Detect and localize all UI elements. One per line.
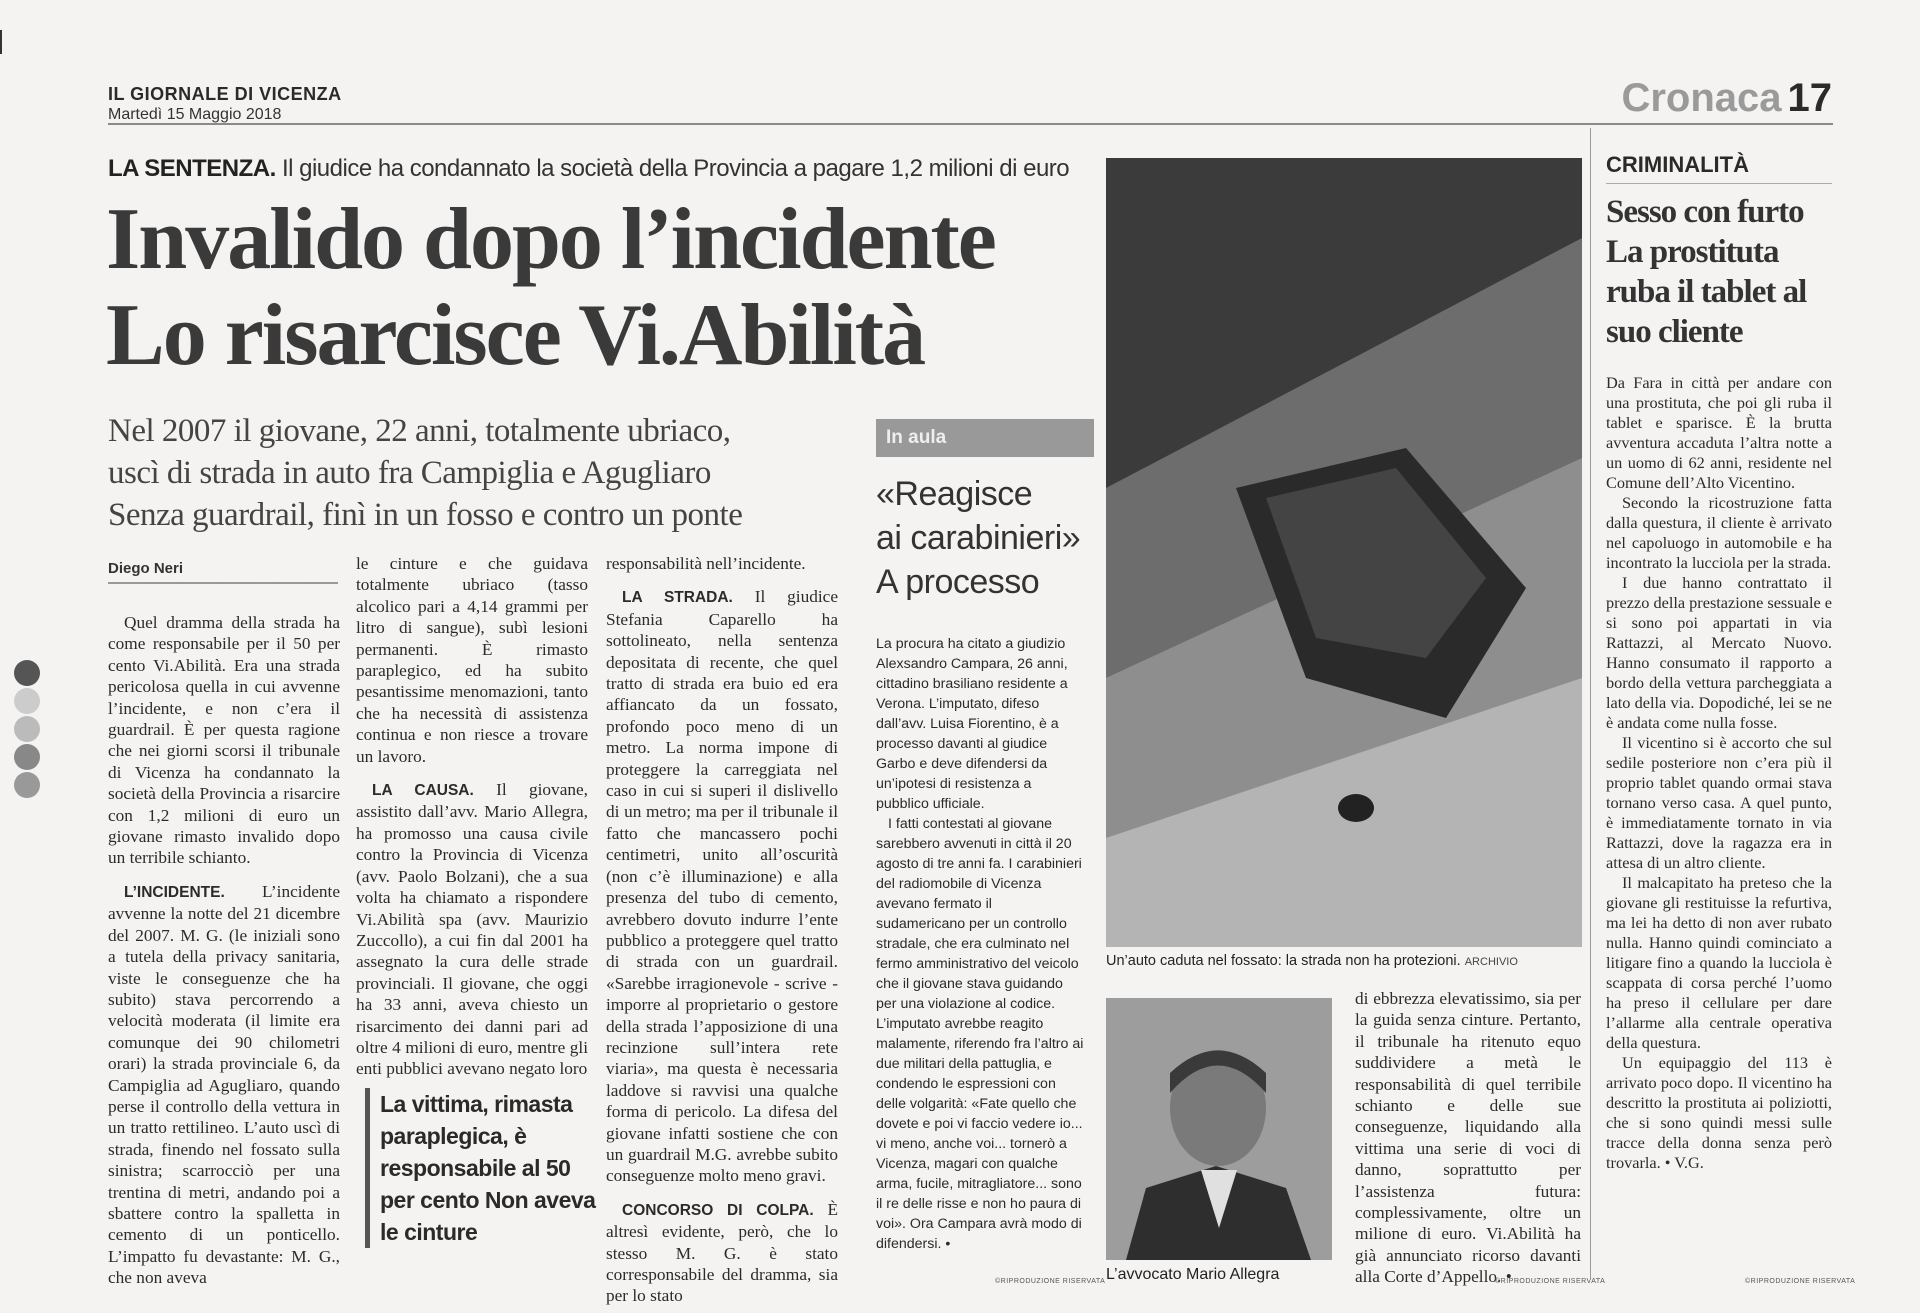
issue-date: Martedì 15 Maggio 2018 (108, 106, 282, 123)
paragraph: Secondo la ricostruzione fatta dalla questura, il cliente è arrivato nel capoluogo in automobile e ha incontrato la lucciola per la strada. (1606, 493, 1832, 572)
article-column-2 (356, 553, 588, 1080)
header-rule (108, 123, 1833, 125)
paragraph: Il malcapitato ha preteso che la giovane gli restituisse la refurtiva, ma lei ha detto di non aver rubato nulla. Hanno quindi cominciato a litigare fino a quando la lucciola è scappata di corsa perché l’uomo ha preso il cellulare per dare l’allarme alla centrale operativa della questura. (1606, 873, 1832, 1052)
side-article-body (1606, 373, 1832, 1173)
color-registration-dots (14, 660, 40, 800)
paragraph: Il vicentino si è accorto che sul sedile posteriore non c’era più il proprio tablet quando ormai stava tornano verso casa. A quel punto, è immediatamente tornato in via Rattazzi, dove la ragazza era in attesa di un altro cliente. (1606, 733, 1832, 872)
box-headline (876, 472, 1080, 604)
paragraph: Un equipaggio del 113 è arrivato poco dopo. Il vicentino ha descritto la prostituta ai poliziotti, che si sono quindi messi sulle tracce della donna senza però trovarla. • V.G. (1606, 1053, 1832, 1172)
paragraph: LA STRADA. Il giudice Stefania Caparello ha sottolineato, nella sentenza depositata di recente, che quel tratto di strada era buio ed era affiancato da un fossato, profondo poco meno di un metro. La norma impone di proteggere la carreggiata nel caso in cui si superi il dislivello di un metro; ma per il tribunale il fatto che mancassero pochi centimetri, unito all’oscurità (non c’è illuminazione) e alla presenza del tubo di cemento, avrebbero dovuto indurre l’ente pubblico a proteggere quel tratto di strada con un guardrail. «Sarebbe irragionevole - scrive - imporre al proprietario o gestore della strada l’apposizione di una recinzione sull’intera rete viaria», ma questa è necessaria laddove si ravvisi una qualche forma di pericolo. La difesa del giovane infatti sostiene che con un guardrail M.G. avrebbe subito conseguenze molto meno gravi. (606, 587, 838, 1186)
box-headline-line: A processo (876, 563, 1040, 601)
article-column-4 (1355, 988, 1581, 1288)
side-article-headline: Sesso con furto La prostituta ruba il tablet al suo cliente (1606, 194, 1807, 350)
registration-dot (14, 716, 40, 742)
box-headline-line: «Reagisce (876, 475, 1033, 513)
article-kicker (108, 155, 1069, 183)
subhead: LA STRADA. (622, 589, 733, 607)
page-number: 17 (1787, 76, 1832, 120)
side-kicker-rule (1606, 183, 1832, 184)
lawyer-portrait-photo (1106, 998, 1332, 1260)
registration-dot (14, 772, 40, 798)
box-text (876, 634, 1084, 1254)
kicker-label: LA SENTENZA. (108, 155, 276, 182)
car-in-ditch-illustration (1106, 158, 1582, 947)
paragraph: di ebbrezza elevatissimo, sia per la guida senza cinture. Pertanto, il tribunale ha ritenuto equo suddividere a metà le responsabilità di quel terribile schianto e delle sue conseguenze, liquidando alla vittima una serie di voci di danno, soprattutto per l’assistenza futura: complessivamente, oltre un milione di euro. Vi.Abilità ha già annunciato ricorso davanti alla Corte d’Appello. • (1355, 989, 1581, 1287)
pull-quote: La vittima, rimasta paraplegica, è responsabile al 50 per cento Non aveva le cinture (365, 1088, 610, 1248)
crashed-car-photo (1106, 158, 1582, 947)
binder-mark (0, 30, 2, 54)
headline-line: Invalido dopo l’incidente (106, 191, 995, 288)
article-column-1 (108, 612, 340, 1289)
paragraph: responsabilità nell’incidente. (606, 554, 806, 573)
paragraph: I due hanno contrattato il prezzo della prestazione sessuale e si sono poi appartati in via Rattazzi, al Mercato Nuovo. Hanno consumato il rapporto a bordo della vettura parcheggiata a lato della via. Dopodiché, lei se ne è andata come nulla fosse. (1606, 573, 1833, 732)
paragraph: La procura ha citato a giudizio Alexsandro Campara, 26 anni, cittadino brasiliano residente a Verona. L’imputato, difeso dall’avv. Luisa Fiorentino, è a processo davanti al giudice Garbo e deve difendersi da un’ipotesi di resistenza a pubblico ufficiale. (876, 636, 1068, 812)
newspaper-name: IL GIORNALE DI VICENZA (108, 84, 342, 104)
article-headline (106, 192, 995, 384)
copyright-notice: ©RIPRODUZIONE RISERVATA (1745, 1278, 1856, 1285)
copyright-notice: ©RIPRODUZIONE RISERVATA (1495, 1278, 1606, 1285)
paragraph: I fatti contestati al giovane sarebbero avvenuti in città il 20 agosto di tre anni fa. I carabinieri del radiomobile di Vicenza avevano fermato il sudamericano per un controllo stradale, che era culminato nel fermo amministrativo del veicolo che il giovane stava guidando per una violazione al codice. L’imputato avrebbe reagito malamente, riferendo fra l’altro ai due militari della pattuglia, e condendo le espressioni con delle volgarità: «Fate quello che dovete e poi vi faccio vedere io... vi meno, anche voi... tornerò a Vicenza, magari con qualche arma, fucile, mitragliatore... sono il re delle risse e non ho paura di voi». Ora Campara avrà modo di difendersi. • (876, 816, 1084, 1252)
deck-line: Nel 2007 il giovane, 22 anni, totalmente ubriaco, (108, 413, 731, 449)
article-deck (108, 410, 742, 536)
section-name: Cronaca (1621, 76, 1782, 120)
paragraph: Da Fara in città per andare con una prostituta, che poi gli ruba il tablet e sparisce. È la brutta avventura accaduta l’altra notte a un uomo di 62 anni, residente nel Comune dell’Alto Vicentino. (1606, 373, 1832, 492)
paragraph: CONCORSO DI COLPA. È altresì evidente, però, che lo stesso M. G. è stato corresponsabile del dramma, sia per lo stato (606, 1199, 838, 1306)
paragraph: Quel dramma della strada ha come responsabile per il 50 per cento Vi.Abilità. Era una strada pericolosa quella in cui avvenne l’incidente, e non c’era il guardrail. È per questa ragione che nei giorni scorsi il tribunale di Vicenza ha condannato la società della Provincia a risarcire con 1,2 milioni di euro un giovane rimasto invalido dopo un terribile schianto. (108, 613, 340, 868)
subhead: LA CAUSA. (372, 782, 474, 800)
paragraph: L’INCIDENTE. L’incidente avvenne la notte del 21 dicembre del 2007. M. G. (le iniziali sono a tutela della privacy sanitaria, viste le conseguenze che ha subito) stava percorrendo a velocità moderata (il limite era comunque dei 90 chilometri orari) la strada provinciale 6, da Campiglia ad Agugliaro, quando perse il controllo della vettura in un tratto rettilineo. L’auto uscì di strada, finendo nel fossato sulla sinistra; scarrocciò per una trentina di metri, andando poi a sbattere contro la spalletta in cemento di un ponticello. L’impatto fu devastante: M. G., che non aveva (108, 881, 340, 1288)
paragraph: le cinture e che guidava totalmente ubriaco (tasso alcolico pari a 4,14 grammi per litro di sangue), subì lesioni permanenti. È rimasto paraplegico, ed ha subito pesantissime menomazioni, tanto che ha necessità di assistenza continua e non riesce a trovare un lavoro. (356, 554, 588, 766)
box-headline-line: ai carabinieri» (876, 519, 1081, 557)
article-column-3 (606, 553, 838, 1307)
column-divider (1590, 128, 1591, 1278)
registration-dot (14, 660, 40, 686)
deck-line: uscì di strada in auto fra Campiglia e Agugliaro (108, 455, 711, 491)
masthead (108, 84, 342, 124)
byline: Diego Neri (108, 560, 184, 577)
box-tag: In aula (876, 419, 1094, 457)
registration-dot (14, 744, 40, 770)
side-article-kicker: CRIMINALITÀ (1606, 152, 1749, 177)
portrait-illustration (1106, 998, 1332, 1260)
photo-credit: ARCHIVIO (1464, 956, 1518, 968)
section-header (1621, 76, 1832, 121)
subhead: CONCORSO DI COLPA. (622, 1201, 814, 1219)
photo-caption: L’avvocato Mario Allegra (1106, 1266, 1280, 1283)
paragraph: LA CAUSA. Il giovane, assistito dall’avv. Mario Allegra, ha promosso una causa civile contro la Provincia di Vicenza (avv. Paolo Bolzani), che a sua volta ha chiamato a rispondere Vi.Abilità spa (avv. Maurizio Zuccollo), a cui fin dal 2001 ha assegnato la cura delle strade provinciali. Il giovane, che oggi ha 33 anni, aveva chiesto un risarcimento dei danni pari ad oltre 4 milioni di euro, mentre gli enti pubblici avevano negato loro (356, 780, 588, 1079)
copyright-notice: ©RIPRODUZIONE RISERVATA (995, 1278, 1106, 1285)
registration-dot (14, 688, 40, 714)
headline-line: Lo risarcisce Vi.Abilità (106, 287, 925, 384)
photo-caption: Un’auto caduta nel fossato: la strada non ha protezioni. ARCHIVIO (1106, 953, 1518, 969)
kicker-text: Il giudice ha condannato la società della Provincia a pagare 1,2 milioni di euro (281, 155, 1070, 182)
deck-line: Senza guardrail, finì in un fosso e contro un ponte (108, 497, 743, 533)
subhead: L’INCIDENTE. (124, 883, 225, 901)
byline-rule (108, 582, 338, 584)
